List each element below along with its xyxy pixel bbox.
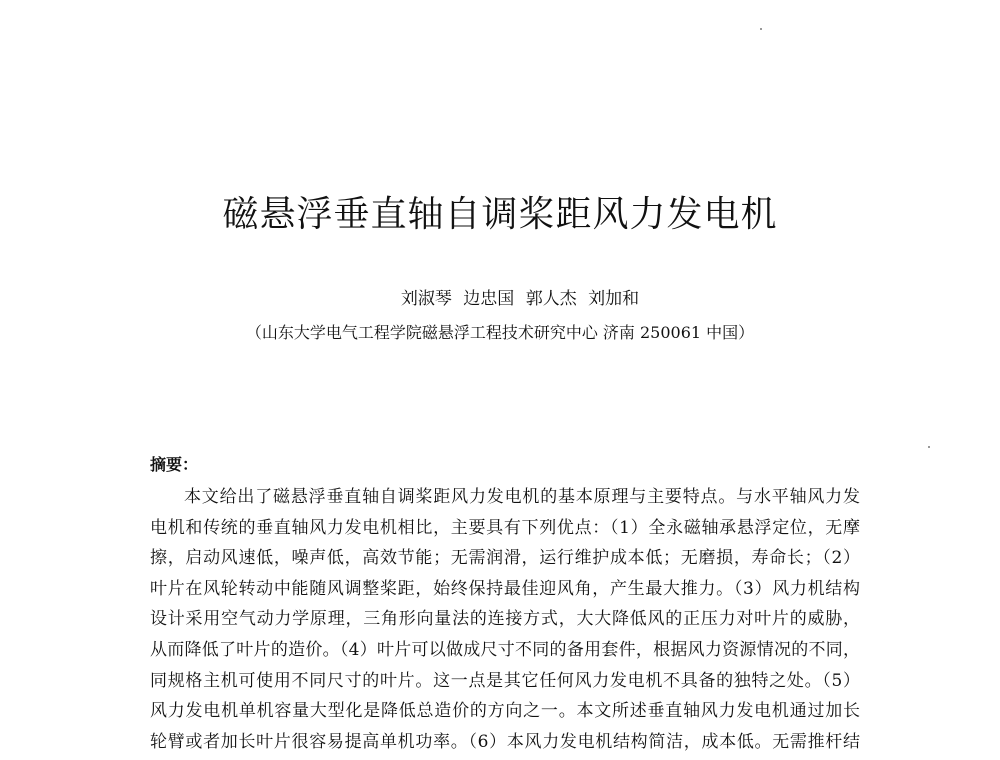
abstract-line: 擦，启动风速低，噪声低，高效节能；无需润滑，运行维护成本低；无磨损，寿命长；（2） bbox=[150, 548, 860, 569]
abstract-line: 本文给出了磁悬浮垂直轴自调桨距风力发电机的基本原理与主要特点。与水平轴风力发 bbox=[184, 487, 860, 507]
abstract-line: 电机和传统的垂直轴风力发电机相比，主要具有下列优点：（1）全永磁轴承悬浮定位，无摩 bbox=[150, 517, 860, 538]
abstract-body bbox=[150, 482, 860, 757]
abstract-line: 从而降低了叶片的造价。（4）叶片可以做成尺寸不同的备用套件，根据风力资源情况的不同， bbox=[150, 639, 860, 660]
abstract-line: 轮臂或者加长叶片很容易提高单机功率。（6）本风力发电机结构简洁，成本低。无需推杆结 bbox=[150, 731, 860, 752]
abstract-line: 叶片在风轮转动中能随风调整桨距，始终保持最佳迎风角，产生最大推力。（3）风力机结构 bbox=[150, 578, 860, 599]
scan-speck bbox=[928, 446, 930, 448]
paper-authors: 刘淑琴 边忠国 郭人杰 刘加和 bbox=[400, 289, 640, 309]
paper-affiliation: （山东大学电气工程学院磁悬浮工程技术研究中心 济南 250061 中国） bbox=[245, 323, 755, 342]
abstract-line: 设计采用空气动力学原理，三角形向量法的连接方式，大大降低风的正压力对叶片的威胁， bbox=[150, 609, 860, 630]
abstract-line: 同规格主机可使用不同尺寸的叶片。这一点是其它任何风力发电机不具备的独特之处。（5） bbox=[150, 670, 860, 691]
paper-title: 磁悬浮垂直轴自调桨距风力发电机 bbox=[222, 194, 778, 235]
abstract-label: 摘要： bbox=[150, 455, 199, 474]
scan-speck bbox=[760, 28, 762, 30]
abstract-line: 风力发电机单机容量大型化是降低总造价的方向之一。本文所述垂直轴风力发电机通过加长 bbox=[150, 701, 860, 722]
